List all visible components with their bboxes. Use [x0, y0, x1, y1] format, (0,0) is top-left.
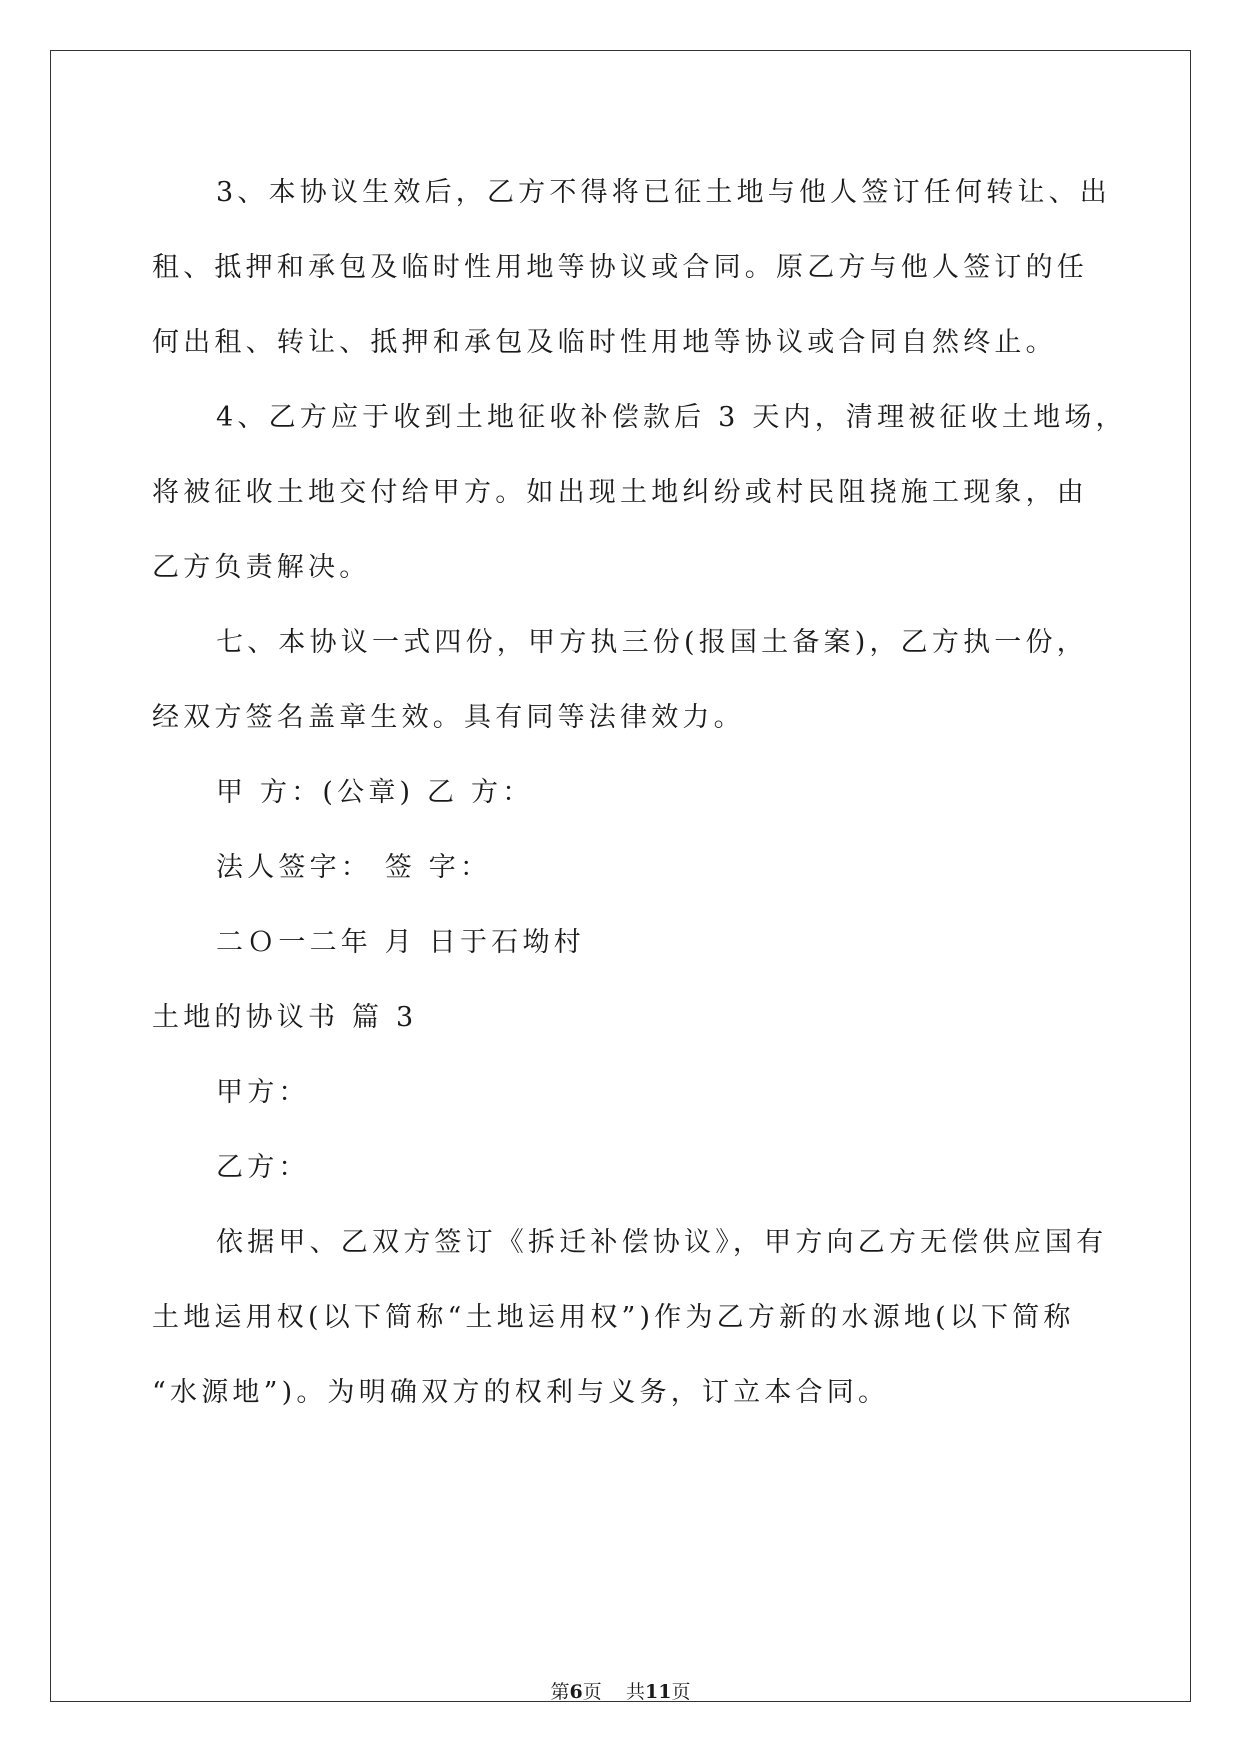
footer-total-pages: 11: [644, 1681, 672, 1703]
footer-total-prefix: 共: [625, 1681, 645, 1703]
footer-page-suffix: 页: [582, 1681, 602, 1703]
clause-3-line-1: 3、本协议生效后，乙方不得将已征土地与他人签订任何转让、出: [216, 177, 1111, 208]
intro-line-2: 土地运用权(以下简称“土地运用权”)作为乙方新的水源地(以下简称: [152, 1302, 1075, 1333]
party-a-label: 甲方：: [216, 1077, 310, 1108]
footer-page-number: 6: [569, 1681, 583, 1703]
footer-total-suffix: 页: [671, 1681, 691, 1703]
clause-4-line-2: 将被征收土地交付给甲方。如出现土地纠纷或村民阻挠施工现象，由: [152, 477, 1088, 508]
clause-7-line-2: 经双方签名盖章生效。具有同等法律效力。: [152, 702, 745, 733]
party-signature-line: 甲 方：(公章) 乙 方：: [216, 777, 534, 808]
section-heading: 土地的协议书 篇 3: [152, 1002, 418, 1033]
clause-7-line-1: 七、本协议一式四份，甲方执三份(报国土备案)，乙方执一份，: [216, 627, 1088, 658]
clause-4-line-3: 乙方负责解决。: [152, 552, 371, 583]
legal-rep-signature-line: 法人签字： 签 字：: [216, 852, 492, 883]
intro-line-3: “水源地”)。为明确双方的权利与义务，订立本合同。: [152, 1377, 890, 1408]
date-place-line: 二Ｏ一二年 月 日于石坳村: [216, 927, 585, 958]
footer-prefix: 第: [550, 1681, 570, 1703]
party-b-label: 乙方：: [216, 1152, 310, 1183]
page-footer: [0, 1681, 1241, 1703]
intro-line-1: 依据甲、乙双方签订《拆迁补偿协议》，甲方向乙方无偿供应国有: [216, 1227, 1108, 1258]
clause-3-line-2: 租、抵押和承包及临时性用地等协议或合同。原乙方与他人签订的任: [152, 252, 1088, 283]
clause-3-line-3: 何出租、转让、抵押和承包及临时性用地等协议或合同自然终止。: [152, 327, 1057, 358]
clause-4-line-1: 4、乙方应于收到土地征收补偿款后 3 天内，清理被征收土地场，: [216, 402, 1127, 433]
